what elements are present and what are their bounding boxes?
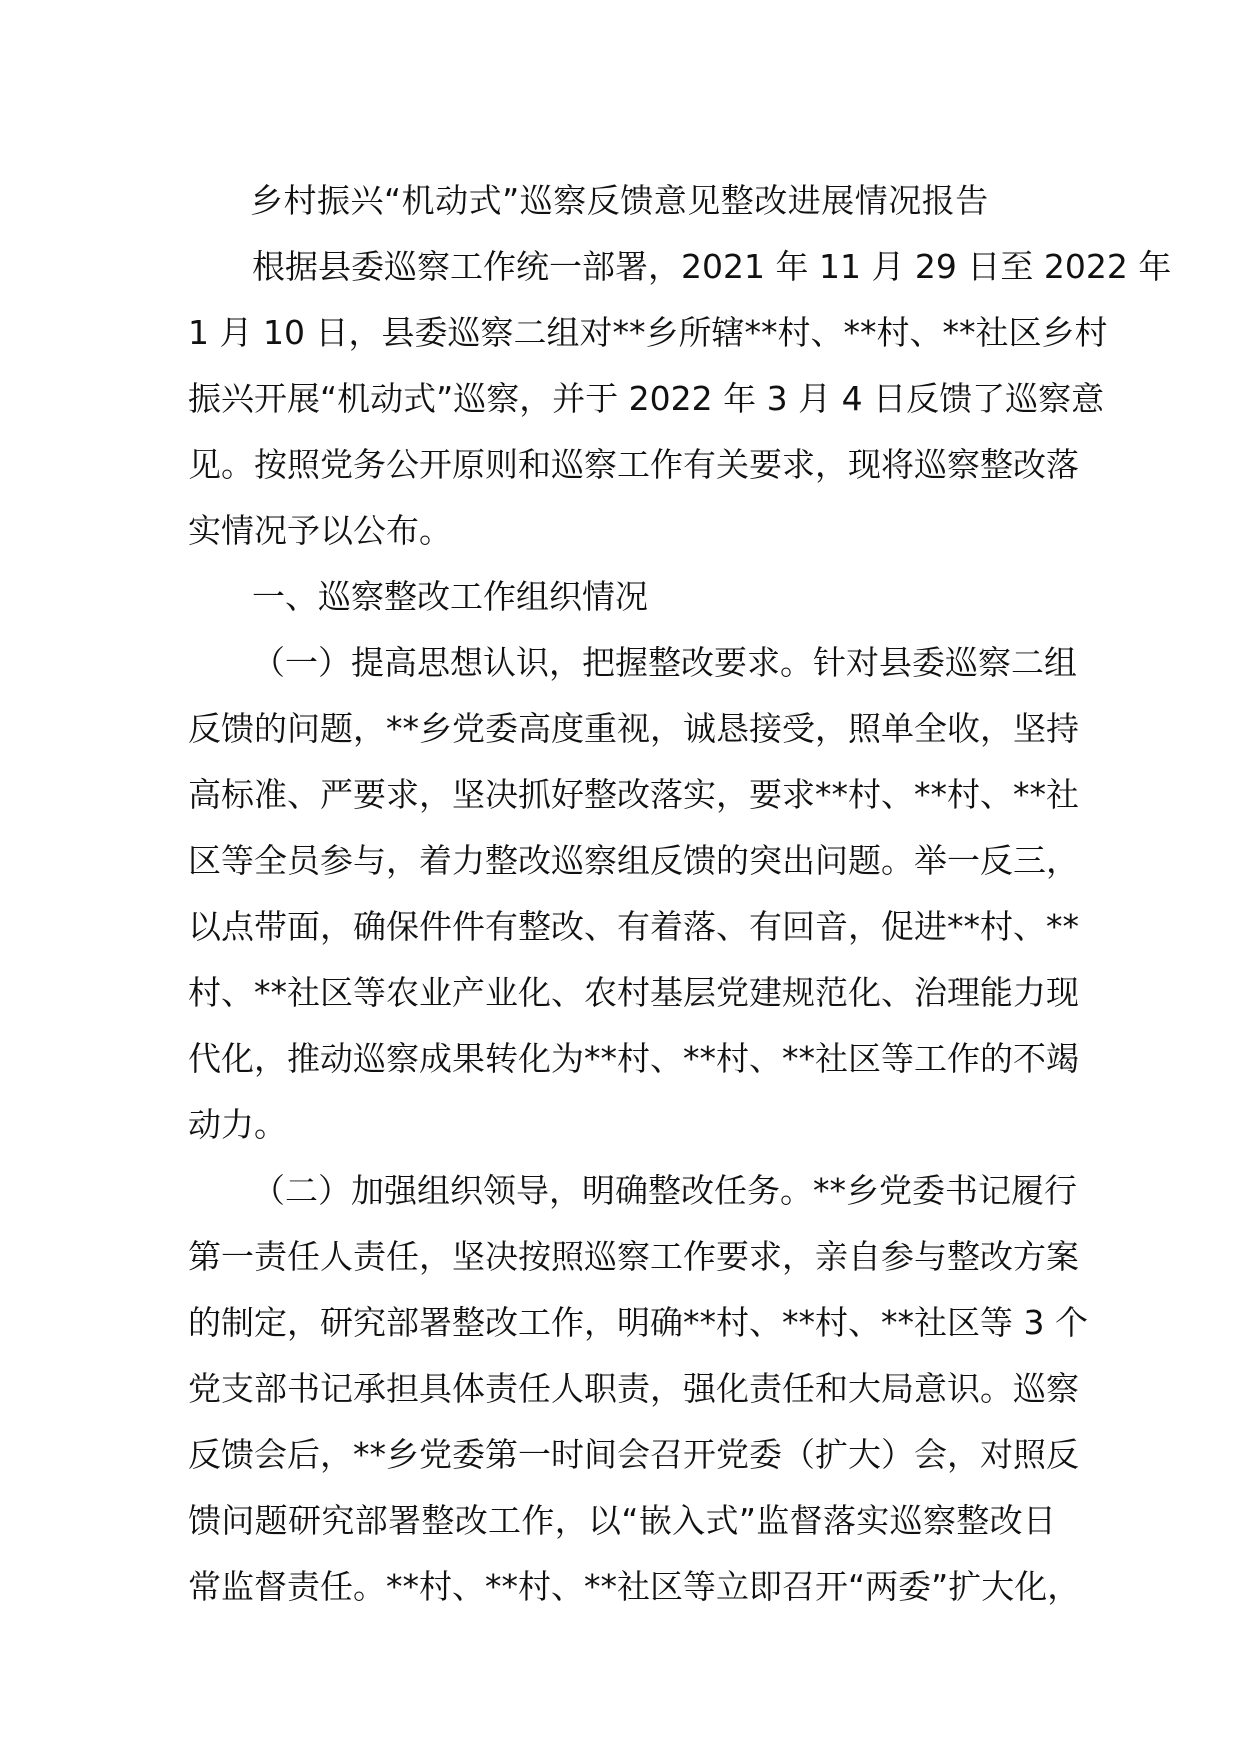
paragraph-line: 高标准、严要求，坚决抓好整改落实，要求**村、**村、**社 bbox=[188, 775, 1079, 814]
paragraph-line: 1 月 10 日，县委巡察二组对**乡所辖**村、**村、**社区乡村 bbox=[188, 313, 1108, 352]
paragraph-line: 动力。 bbox=[188, 1105, 287, 1144]
section-heading: 一、巡察整改工作组织情况 bbox=[252, 577, 648, 616]
paragraph-line: 振兴开展“机动式”巡察，并于 2022 年 3 月 4 日反馈了巡察意 bbox=[188, 379, 1105, 418]
paragraph-line: 馈问题研究部署整改工作，以“嵌入式”监督落实巡察整改日 bbox=[188, 1501, 1056, 1540]
document-title: 乡村振兴“机动式”巡察反馈意见整改进展情况报告 bbox=[250, 181, 989, 220]
paragraph-line: 见。按照党务公开原则和巡察工作有关要求，现将巡察整改落 bbox=[188, 445, 1079, 484]
document-body bbox=[188, 168, 1172, 1620]
paragraph-line: 根据县委巡察工作统一部署，2021 年 11 月 29 日至 2022 年 bbox=[252, 247, 1172, 286]
paragraph-line: 反馈的问题，**乡党委高度重视，诚恳接受，照单全收，坚持 bbox=[188, 709, 1079, 748]
paragraph-line: 代化，推动巡察成果转化为**村、**村、**社区等工作的不竭 bbox=[188, 1039, 1079, 1078]
paragraph-line: 实情况予以公布。 bbox=[188, 511, 452, 550]
paragraph-line: （一）提高思想认识，把握整改要求。针对县委巡察二组 bbox=[252, 643, 1077, 682]
paragraph-line: 党支部书记承担具体责任人职责，强化责任和大局意识。巡察 bbox=[188, 1369, 1079, 1408]
paragraph-line: 第一责任人责任，坚决按照巡察工作要求，亲自参与整改方案 bbox=[188, 1237, 1079, 1276]
paragraph-line: 的制定，研究部署整改工作，明确**村、**村、**社区等 3 个 bbox=[188, 1303, 1088, 1342]
paragraph-line: （二）加强组织领导，明确整改任务。**乡党委书记履行 bbox=[252, 1171, 1077, 1210]
paragraph-line: 常监督责任。**村、**村、**社区等立即召开“两委”扩大化， bbox=[188, 1567, 1081, 1606]
paragraph-line: 区等全员参与，着力整改巡察组反馈的突出问题。举一反三， bbox=[188, 841, 1079, 880]
paragraph-line: 村、**社区等农业产业化、农村基层党建规范化、治理能力现 bbox=[188, 973, 1079, 1012]
paragraph-line: 以点带面，确保件件有整改、有着落、有回音，促进**村、** bbox=[188, 907, 1079, 946]
paragraph-line: 反馈会后，**乡党委第一时间会召开党委（扩大）会，对照反 bbox=[188, 1435, 1079, 1474]
